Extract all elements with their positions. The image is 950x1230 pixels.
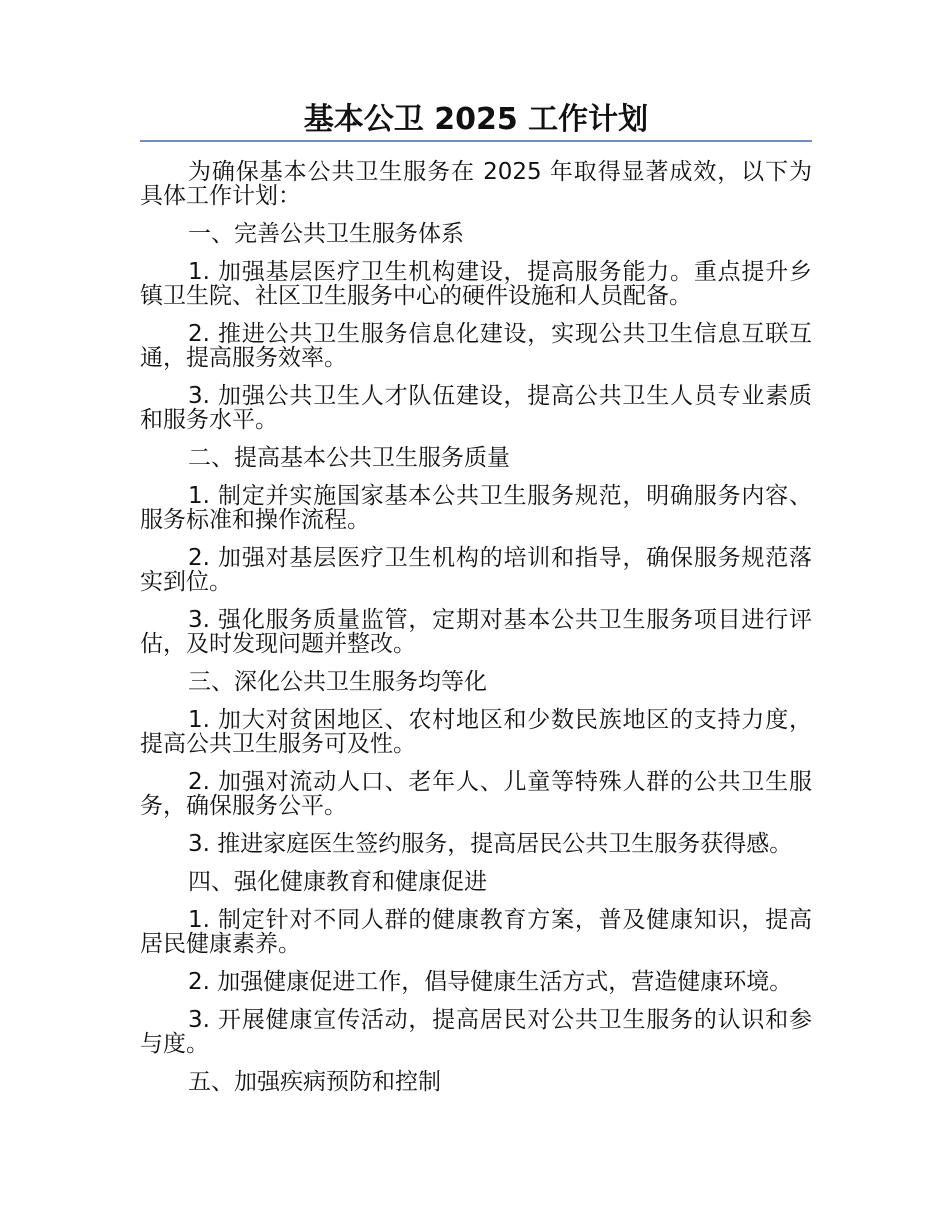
intro-paragraph: 为确保基本公共卫生服务在 2025 年取得显著成效，以下为具体工作计划： <box>140 159 812 209</box>
section-heading-1: 一、完善公共卫生服务体系 <box>188 221 464 247</box>
section-4-item-1: 1. 制定针对不同人群的健康教育方案，普及健康知识，提高居民健康素养。 <box>140 907 812 957</box>
section-1-item-1: 1. 加强基层医疗卫生机构建设，提高服务能力。重点提升乡镇卫生院、社区卫生服务中心的硬件设施和人员配备。 <box>140 259 812 309</box>
section-heading-4: 四、强化健康教育和健康促进 <box>188 869 487 895</box>
section-heading-2: 二、提高基本公共卫生服务质量 <box>188 445 510 471</box>
section-3-item-3: 3. 推进家庭医生签约服务，提高居民公共卫生服务获得感。 <box>188 831 793 857</box>
document-page <box>140 100 812 1108</box>
section-4-item-3: 3. 开展健康宣传活动，提高居民对公共卫生服务的认识和参与度。 <box>140 1007 812 1057</box>
section-3-item-2: 2. 加强对流动人口、老年人、儿童等特殊人群的公共卫生服务，确保服务公平。 <box>140 769 812 819</box>
section-2-item-2: 2. 加强对基层医疗卫生机构的培训和指导，确保服务规范落实到位。 <box>140 545 812 595</box>
section-1-item-3: 3. 加强公共卫生人才队伍建设，提高公共卫生人员专业素质和服务水平。 <box>140 383 812 433</box>
section-2-item-1: 1. 制定并实施国家基本公共卫生服务规范，明确服务内容、服务标准和操作流程。 <box>140 483 812 533</box>
section-heading-5: 五、加强疾病预防和控制 <box>188 1069 441 1095</box>
document-title: 基本公卫 2025 工作计划 <box>140 100 812 142</box>
section-1-item-2: 2. 推进公共卫生服务信息化建设，实现公共卫生信息互联互通，提高服务效率。 <box>140 321 812 371</box>
section-heading-3: 三、深化公共卫生服务均等化 <box>188 669 487 695</box>
section-2-item-3: 3. 强化服务质量监管，定期对基本公共卫生服务项目进行评估，及时发现问题并整改。 <box>140 607 812 657</box>
section-4-item-2: 2. 加强健康促进工作，倡导健康生活方式，营造健康环境。 <box>188 969 793 995</box>
section-3-item-1: 1. 加大对贫困地区、农村地区和少数民族地区的支持力度，提高公共卫生服务可及性。 <box>140 707 812 757</box>
document-body <box>140 160 812 1094</box>
